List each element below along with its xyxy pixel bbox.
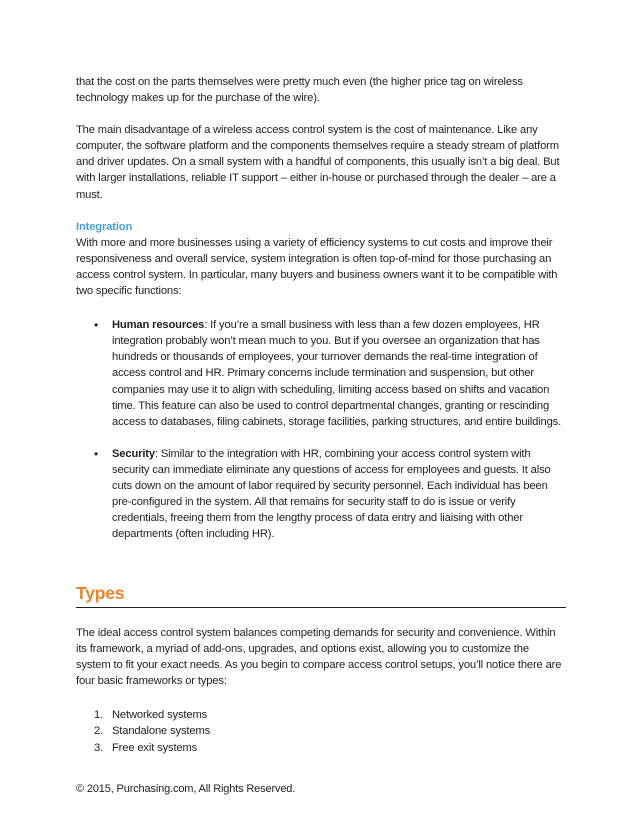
list-item-label: Free exit systems [112, 741, 198, 754]
types-paragraph: The ideal access control system balances competing demands for security and convenience. Within its framework, a myriad of add-ons, upgrades, and options exist, allowing you to customize the system to fit your exact needs. As you begin to compare access control setups, you’ll notice there are four basic frameworks or types: [76, 627, 562, 688]
list-item-label: Networked systems [112, 709, 208, 722]
document-body [76, 74, 566, 558]
bullet-text: : Similar to the integration with HR, combining your access control system with security can immediate eliminate any questions of access for employees and guests. It also cuts down on the amount of labor required by security personnel. Each individual has been pre-configured in the system. All that remains for security staff to do is issue or verify credentials, freeing them from the lengthy process of data entry and liaising with other departments (often including HR). [112, 447, 551, 541]
bullet-term: Security [112, 447, 155, 460]
list-item [76, 723, 566, 739]
types-numbered-list [76, 707, 566, 755]
integration-heading: Integration [76, 220, 133, 233]
copyright-footer: © 2015, Purchasing.com, All Rights Reserved. [76, 783, 296, 795]
list-number: 3. [94, 741, 104, 754]
integration-paragraph: With more and more businesses using a variety of efficiency systems to cut costs and improve their responsiveness and overall service, system integration is often top-of-mind for those purchasing an access control system. In particular, many buyers and business owners want it to be compatible with two specific functions: [76, 236, 558, 298]
bullet-term: Human resources [112, 319, 205, 332]
list-number: 1. [94, 709, 104, 722]
bullet-icon: • [94, 318, 99, 333]
list-item [76, 740, 566, 756]
integration-bullet-list [76, 317, 566, 542]
bullet-text: : If you’re a small business with less than a few dozen employees, HR integration probably won’t mean much to you. But if you oversee an organization that has hundreds or thousands of employees, your turnover demands the real-time integration of access control and HR. Primary concerns include termination and suspension, but other companies may use it to align with scheduling, limiting access based on shifts and vacation time. This feature can also be used to control departmental changes, granting or rescinding access to databases, filing cabinets, storage facilities, parking structures, and entire buildings. [112, 319, 562, 428]
bullet-item-security [76, 446, 566, 543]
types-section [76, 625, 566, 756]
section-divider [76, 607, 566, 608]
list-item-label: Standalone systems [112, 725, 211, 738]
bullet-item-human-resources [76, 317, 566, 430]
intro-paragraph-2: The main disadvantage of a wireless access control system is the cost of maintenance. Like any computer, the software platform and the components themselves require a steady stream of platform and driver updates. On a small system with a handful of components, this usually isn’t a big deal. But with larger installations, reliable IT support – either in-house or purchased through the dealer – are a must. [76, 124, 560, 201]
types-section-title: Types [76, 583, 125, 603]
list-item [76, 707, 566, 723]
list-number: 2. [94, 725, 104, 738]
bullet-icon: • [94, 446, 99, 461]
intro-paragraph-1: that the cost on the parts themselves were pretty much even (the higher price tag on wireless technology makes up for the purchase of the wire). [76, 76, 523, 105]
